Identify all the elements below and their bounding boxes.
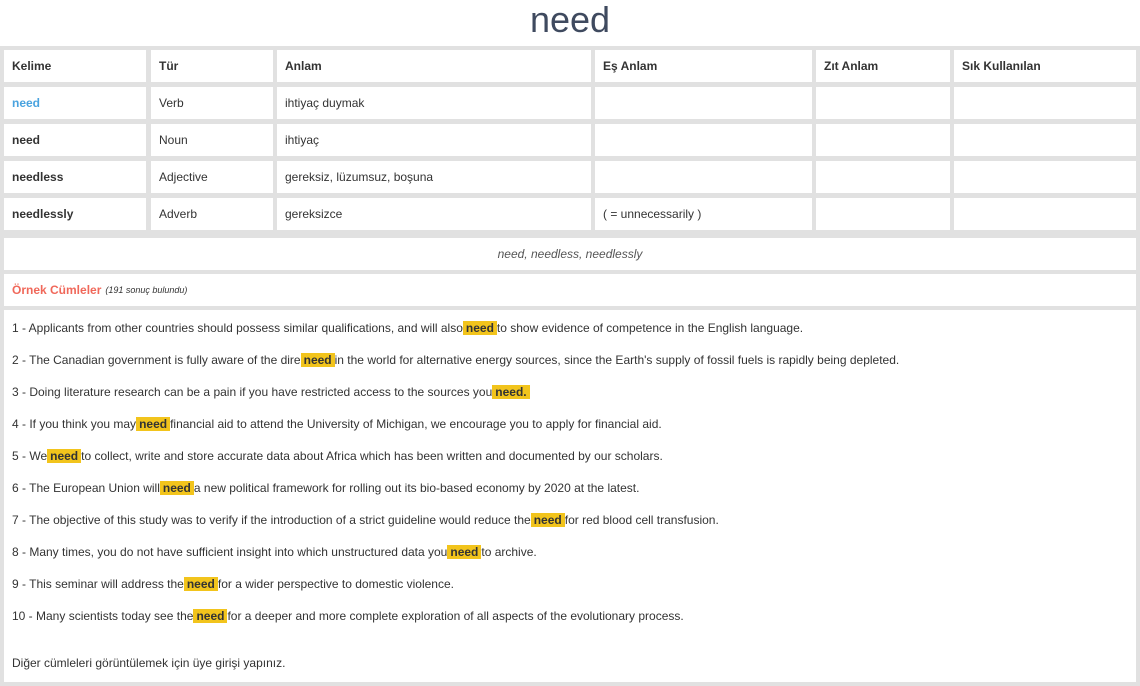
column-header-word: Kelime [4,50,146,82]
table-cell-antonym [816,124,950,156]
sentence-text: for a deeper and more complete exploration of all aspects of the evolutionary process. [227,609,684,623]
cell-text: gereksiz, lüzumsuz, boşuna [285,170,434,184]
table-cell-word [4,161,146,193]
example-sentence [12,384,530,400]
example-sentence [12,608,684,624]
highlighted-keyword: need [301,353,335,367]
sentence-text: for a wider perspective to domestic violence. [217,577,454,591]
sentence-text: 1 - Applicants from other countries should possess similar qualifications, and will also [12,321,463,335]
login-note[interactable]: Diğer cümleleri görüntülemek için üye girişi yapınız. [12,656,286,670]
example-sentence [12,416,662,432]
highlighted-keyword: need [531,513,565,527]
sentence-text: to collect, write and store accurate data about Africa which has been written and documented by our scholars. [81,449,663,463]
table-cell-meaning [277,124,591,156]
highlighted-keyword: need [160,481,194,495]
highlighted-keyword: need [447,545,481,559]
cell-text: Noun [159,133,188,147]
examples-count: (191 sonuç bulundu) [105,285,188,295]
table-cell-common [954,161,1136,193]
cell-text: Adjective [159,170,208,184]
examples-header [4,274,1136,306]
table-cell-type [151,161,273,193]
cell-text: ihtiyaç [285,133,320,147]
table-cell-common [954,87,1136,119]
page-title: need [529,0,611,40]
sentence-text: 10 - Many scientists today see the [12,609,194,623]
sentence-text: 4 - If you think you may [12,417,137,431]
table-cell-antonym [816,198,950,230]
sentence-text: 6 - The European Union will [12,481,160,495]
example-sentence [12,512,719,528]
table-cell-meaning [277,161,591,193]
cell-text: Verb [159,96,184,110]
table-cell-meaning [277,198,591,230]
sentence-text: in the world for alternative energy sources, since the Earth's supply of fossil fuels is rapidly being depleted. [334,353,900,367]
table-cell-synonym [595,87,812,119]
example-sentence [12,320,803,336]
word-text: need [12,133,41,147]
table-cell-synonym [595,124,812,156]
cell-text: ( = unnecessarily ) [603,207,702,221]
sentence-text: 2 - The Canadian government is fully aware of the dire [12,353,301,367]
column-header-type: Tür [151,50,273,82]
examples-title: Örnek Cümleler [12,283,102,297]
sentence-text: 7 - The objective of this study was to verify if the introduction of a strict guideline would reduce the [12,513,531,527]
table-cell-type [151,198,273,230]
highlighted-keyword: need [463,321,497,335]
cell-text: ihtiyaç duymak [285,96,365,110]
table-cell-synonym [595,198,812,230]
word-text: needless [12,170,64,184]
highlighted-keyword: need. [492,385,529,399]
table-cell-synonym [595,161,812,193]
example-sentence [12,448,663,464]
table-cell-common [954,198,1136,230]
highlighted-keyword: need [47,449,81,463]
word-family: need, needless, needlessly [4,238,1136,270]
cell-text: Adverb [159,207,198,221]
example-sentence [12,576,454,592]
cell-text: gereksizce [285,207,343,221]
sentence-text: 5 - We [12,449,48,463]
table-cell-meaning [277,87,591,119]
sentence-text: 8 - Many times, you do not have sufficient insight into which unstructured data you [12,545,448,559]
column-header-antonym: Zıt Anlam [816,50,950,82]
column-header-synonym: Eş Anlam [595,50,812,82]
example-sentences [4,310,1136,682]
sentence-text: to show evidence of competence in the English language. [496,321,804,335]
sentence-text: 3 - Doing literature research can be a pain if you have restricted access to the sources you [12,385,493,399]
table-cell-word [4,87,146,119]
table-cell-type [151,87,273,119]
sentence-text: 9 - This seminar will address the [12,577,184,591]
highlighted-keyword: need [193,609,227,623]
table-cell-word [4,198,146,230]
example-sentence [12,544,537,560]
column-header-meaning: Anlam [277,50,591,82]
column-header-common: Sık Kullanılan [954,50,1136,82]
table-cell-antonym [816,161,950,193]
highlighted-keyword: need [184,577,218,591]
sentence-text: to archive. [481,545,537,559]
sentence-text: financial aid to attend the University of Michigan, we encourage you to apply for financial aid. [170,417,662,431]
dictionary-panel [0,46,1140,686]
sentence-text: for red blood cell transfusion. [564,513,719,527]
example-sentence [12,352,899,368]
table-cell-common [954,124,1136,156]
table-cell-antonym [816,87,950,119]
table-cell-type [151,124,273,156]
sentence-text: a new political framework for rolling out its bio-based economy by 2020 at the latest. [193,481,640,495]
example-sentence [12,480,639,496]
table-cell-word [4,124,146,156]
word-text: needlessly [12,207,74,221]
word-link[interactable]: need [12,96,41,110]
highlighted-keyword: need [136,417,170,431]
